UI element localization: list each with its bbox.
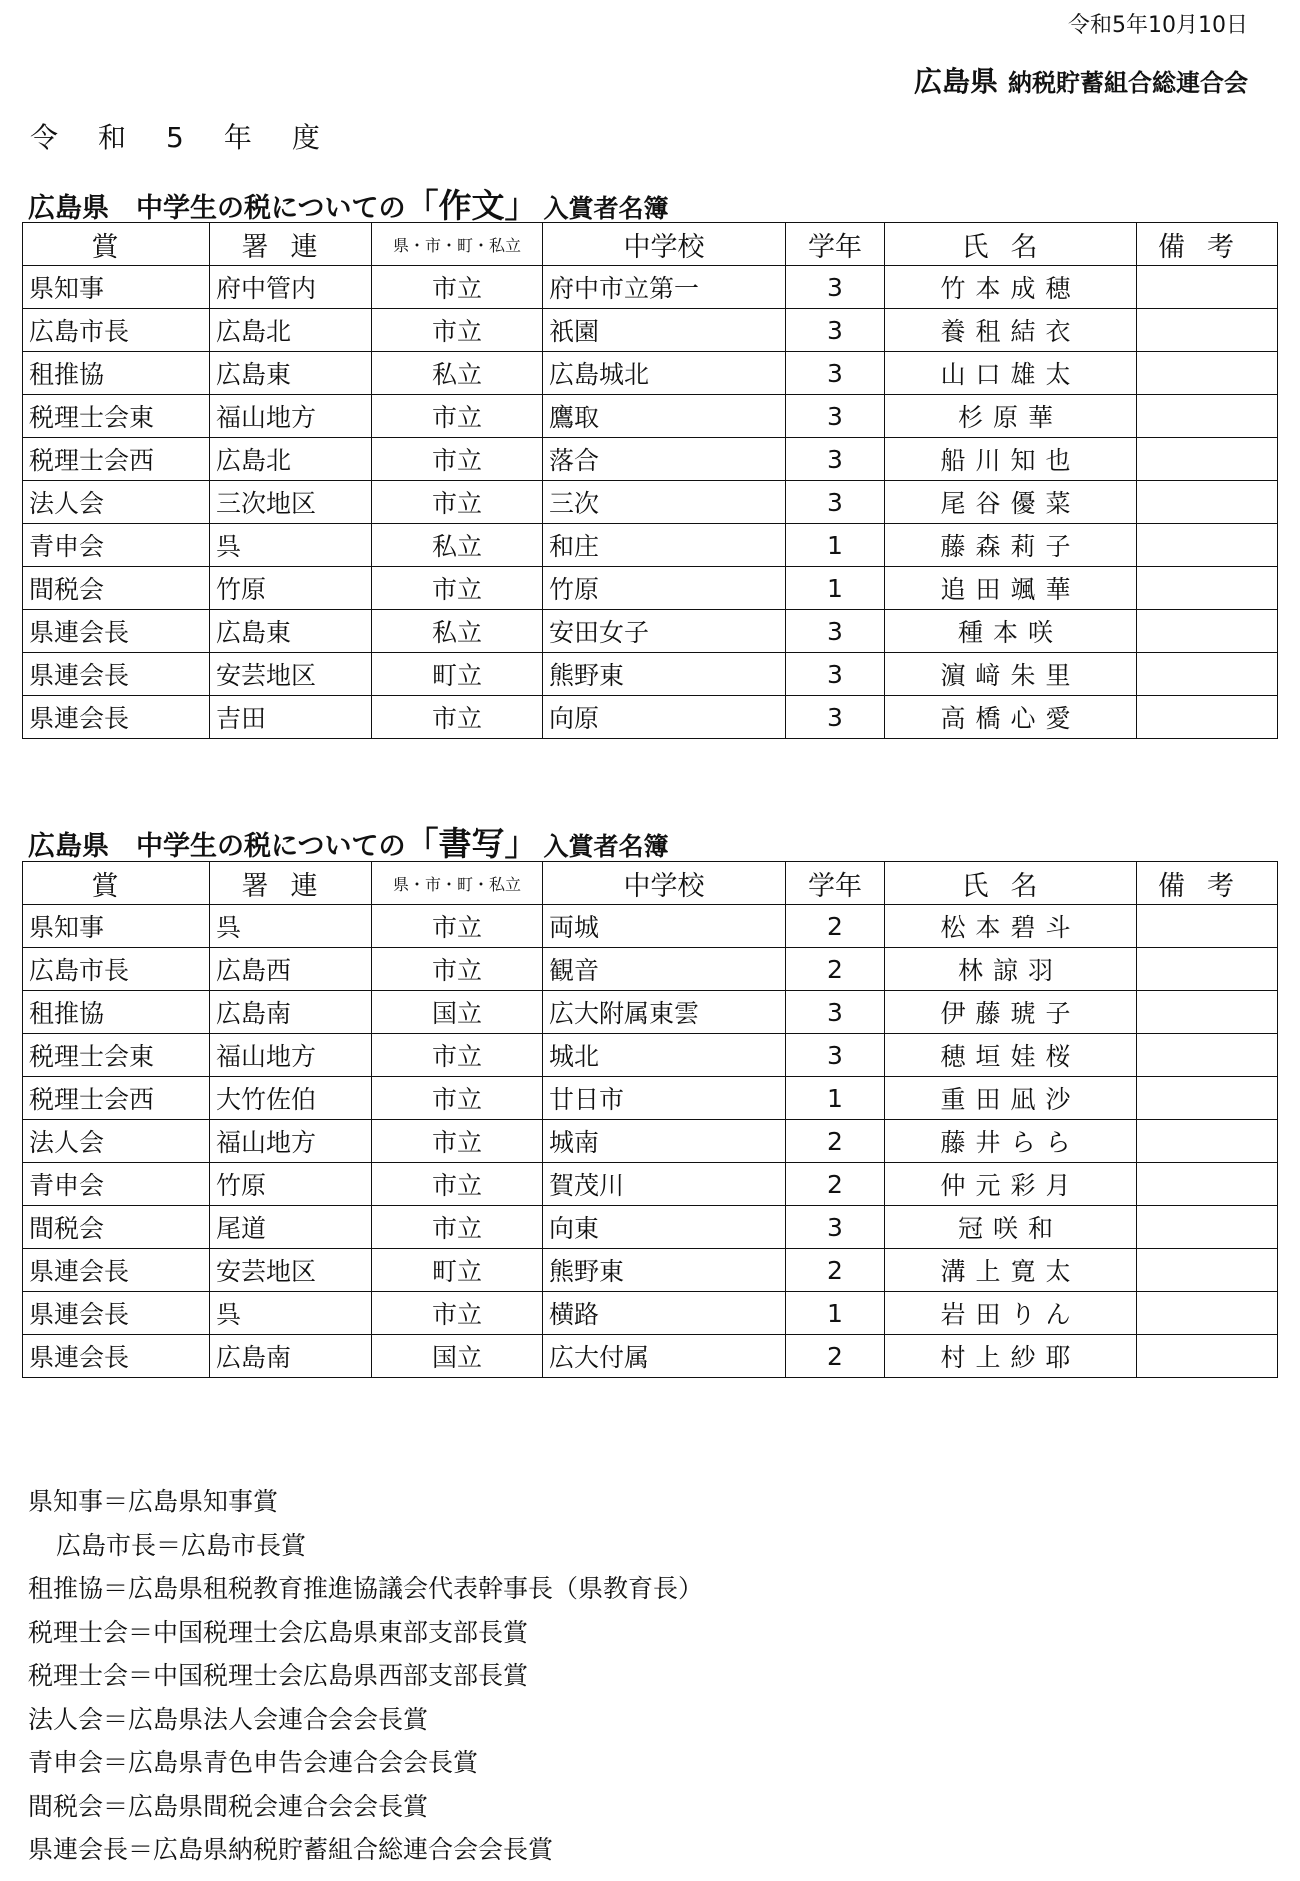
note-cell (1137, 905, 1278, 948)
award-cell: 県知事 (23, 905, 210, 948)
column-header-grade: 学年 (786, 223, 885, 266)
grade-cell: 3 (786, 481, 885, 524)
award-cell: 税理士会東 (23, 1034, 210, 1077)
table-row (23, 1163, 1278, 1206)
school-type-cell: 市立 (372, 905, 543, 948)
note-cell (1137, 1206, 1278, 1249)
student-name-cell: 竹本成穂 (885, 266, 1137, 309)
table-header-row (23, 223, 1278, 266)
bureau-cell: 広島南 (210, 1335, 372, 1378)
award-cell: 県連会長 (23, 653, 210, 696)
column-header-name: 氏名 (885, 223, 1137, 266)
school-cell: 熊野東 (543, 653, 786, 696)
column-header-school-type: 県・市・町・私立 (372, 862, 543, 905)
legend-item: 租推協＝広島県租税教育推進協議会代表幹事長（県教育長） (28, 1574, 704, 1603)
note-cell (1137, 438, 1278, 481)
note-cell (1137, 266, 1278, 309)
student-name-cell: 重田凪沙 (885, 1077, 1137, 1120)
grade-cell: 3 (786, 610, 885, 653)
note-cell (1137, 1335, 1278, 1378)
award-cell: 県連会長 (23, 1335, 210, 1378)
bureau-cell: 福山地方 (210, 395, 372, 438)
student-name-cell: 藤井らら (885, 1120, 1137, 1163)
organization-federation: 納税貯蓄組合総連合会 (1008, 69, 1248, 97)
school-cell: 廿日市 (543, 1077, 786, 1120)
bureau-cell: 呉 (210, 524, 372, 567)
student-name-cell: 岩田りん (885, 1292, 1137, 1335)
grade-cell: 3 (786, 1206, 885, 1249)
column-header-bureau: 署連 (210, 862, 372, 905)
calligraphy-section-title (28, 818, 668, 865)
table-row (23, 266, 1278, 309)
table-row (23, 524, 1278, 567)
student-name-cell: 冠咲和 (885, 1206, 1137, 1249)
school-cell: 祇園 (543, 309, 786, 352)
table-row (23, 352, 1278, 395)
grade-cell: 1 (786, 567, 885, 610)
note-cell (1137, 948, 1278, 991)
school-type-cell: 市立 (372, 1120, 543, 1163)
bureau-cell: 広島北 (210, 438, 372, 481)
bureau-cell: 吉田 (210, 696, 372, 739)
school-type-cell: 私立 (372, 610, 543, 653)
bureau-cell: 広島東 (210, 352, 372, 395)
note-cell (1137, 610, 1278, 653)
award-cell: 税理士会西 (23, 438, 210, 481)
school-cell: 向東 (543, 1206, 786, 1249)
table-row (23, 1292, 1278, 1335)
student-name-cell: 伊藤琥子 (885, 991, 1137, 1034)
bureau-cell: 府中管内 (210, 266, 372, 309)
grade-cell: 2 (786, 905, 885, 948)
note-cell (1137, 1163, 1278, 1206)
table-row (23, 696, 1278, 739)
school-type-cell: 市立 (372, 1292, 543, 1335)
note-cell (1137, 352, 1278, 395)
essay-title-prefix: 広島県 中学生の税についての (28, 193, 406, 224)
award-cell: 税理士会東 (23, 395, 210, 438)
legend-item: 法人会＝広島県法人会連合会会長賞 (28, 1704, 429, 1734)
bureau-cell: 安芸地区 (210, 1249, 372, 1292)
organization-prefecture: 広島県 (913, 65, 998, 98)
table-row (23, 991, 1278, 1034)
legend-item: 県連会長＝広島県納税貯蓄組合総連合会会長賞 (28, 1835, 554, 1864)
award-legend (28, 1480, 703, 1872)
student-name-cell: 溝上寛太 (885, 1249, 1137, 1292)
student-name-cell: 仲元彩月 (885, 1163, 1137, 1206)
award-cell: 法人会 (23, 1120, 210, 1163)
school-cell: 広大付属 (543, 1335, 786, 1378)
award-cell: 税理士会西 (23, 1077, 210, 1120)
note-cell (1137, 567, 1278, 610)
school-cell: 鷹取 (543, 395, 786, 438)
school-type-cell: 市立 (372, 438, 543, 481)
table-row (23, 653, 1278, 696)
column-header-school: 中学校 (543, 223, 786, 266)
school-cell: 賀茂川 (543, 1163, 786, 1206)
calligraphy-title-label: 「書写」 (405, 824, 538, 863)
school-type-cell: 市立 (372, 481, 543, 524)
school-cell: 広島城北 (543, 352, 786, 395)
student-name-cell: 松本碧斗 (885, 905, 1137, 948)
essay-section-title (28, 180, 668, 227)
note-cell (1137, 991, 1278, 1034)
bureau-cell: 三次地区 (210, 481, 372, 524)
table-row (23, 1034, 1278, 1077)
table-row (23, 481, 1278, 524)
school-cell: 和庄 (543, 524, 786, 567)
school-cell: 広大附属東雲 (543, 991, 786, 1034)
award-cell: 県連会長 (23, 1292, 210, 1335)
table-row (23, 1077, 1278, 1120)
bureau-cell: 竹原 (210, 567, 372, 610)
table-row (23, 1120, 1278, 1163)
student-name-cell: 追田颯華 (885, 567, 1137, 610)
grade-cell: 3 (786, 1034, 885, 1077)
school-cell: 両城 (543, 905, 786, 948)
table-header-row (23, 862, 1278, 905)
grade-cell: 2 (786, 1335, 885, 1378)
bureau-cell: 尾道 (210, 1206, 372, 1249)
grade-cell: 2 (786, 1120, 885, 1163)
bureau-cell: 広島南 (210, 991, 372, 1034)
calligraphy-title-prefix: 広島県 中学生の税についての (28, 831, 406, 862)
column-header-name: 氏名 (885, 862, 1137, 905)
award-cell: 県連会長 (23, 610, 210, 653)
school-type-cell: 市立 (372, 1034, 543, 1077)
award-cell: 法人会 (23, 481, 210, 524)
student-name-cell: 濵﨑朱里 (885, 653, 1137, 696)
legend-item: 青申会＝広島県青色申告会連合会会長賞 (28, 1748, 479, 1777)
award-cell: 間税会 (23, 567, 210, 610)
legend-item: 県知事＝広島県知事賞 (28, 1487, 279, 1516)
grade-cell: 3 (786, 696, 885, 739)
grade-cell: 1 (786, 1077, 885, 1120)
column-header-school-type: 県・市・町・私立 (372, 223, 543, 266)
school-type-cell: 市立 (372, 696, 543, 739)
table-row (23, 309, 1278, 352)
essay-title-label: 「作文」 (405, 186, 538, 225)
organization-name (914, 60, 1248, 100)
grade-cell: 2 (786, 948, 885, 991)
student-name-cell: 種本咲 (885, 610, 1137, 653)
note-cell (1137, 1034, 1278, 1077)
student-name-cell: 村上紗耶 (885, 1335, 1137, 1378)
grade-cell: 3 (786, 653, 885, 696)
bureau-cell: 呉 (210, 905, 372, 948)
note-cell (1137, 1120, 1278, 1163)
bureau-cell: 広島東 (210, 610, 372, 653)
essay-winners-table (22, 222, 1278, 739)
school-type-cell: 国立 (372, 1335, 543, 1378)
school-type-cell: 市立 (372, 1077, 543, 1120)
award-cell: 租推協 (23, 991, 210, 1034)
grade-cell: 2 (786, 1163, 885, 1206)
column-header-bureau: 署連 (210, 223, 372, 266)
school-type-cell: 市立 (372, 1163, 543, 1206)
grade-cell: 3 (786, 352, 885, 395)
note-cell (1137, 1077, 1278, 1120)
award-cell: 広島市長 (23, 309, 210, 352)
column-header-grade: 学年 (786, 862, 885, 905)
table-row (23, 610, 1278, 653)
column-header-school: 中学校 (543, 862, 786, 905)
school-type-cell: 市立 (372, 266, 543, 309)
school-cell: 安田女子 (543, 610, 786, 653)
school-cell: 観音 (543, 948, 786, 991)
grade-cell: 2 (786, 1249, 885, 1292)
calligraphy-winners-table (22, 861, 1278, 1378)
student-name-cell: 尾谷優菜 (885, 481, 1137, 524)
calligraphy-title-suffix: 入賞者名簿 (543, 832, 669, 861)
column-header-notes: 備考 (1137, 223, 1278, 266)
grade-cell: 3 (786, 395, 885, 438)
table-row (23, 438, 1278, 481)
note-cell (1137, 653, 1278, 696)
school-type-cell: 町立 (372, 653, 543, 696)
student-name-cell: 穂垣娃桜 (885, 1034, 1137, 1077)
table-row (23, 395, 1278, 438)
column-header-award: 賞 (23, 862, 210, 905)
table-row (23, 905, 1278, 948)
school-type-cell: 私立 (372, 352, 543, 395)
note-cell (1137, 309, 1278, 352)
award-cell: 青申会 (23, 524, 210, 567)
student-name-cell: 林諒羽 (885, 948, 1137, 991)
grade-cell: 3 (786, 266, 885, 309)
student-name-cell: 高橋心愛 (885, 696, 1137, 739)
table-row (23, 948, 1278, 991)
essay-title-suffix: 入賞者名簿 (543, 194, 669, 223)
school-type-cell: 市立 (372, 567, 543, 610)
legend-item: 間税会＝広島県間税会連合会会長賞 (28, 1791, 429, 1821)
note-cell (1137, 1292, 1278, 1335)
award-cell: 県知事 (23, 266, 210, 309)
bureau-cell: 福山地方 (210, 1120, 372, 1163)
award-cell: 県連会長 (23, 696, 210, 739)
legend-item: 税理士会＝中国税理士会広島県東部支部長賞 (28, 1617, 529, 1647)
school-cell: 竹原 (543, 567, 786, 610)
table-row (23, 1249, 1278, 1292)
fiscal-year: 令和5年度 (30, 121, 360, 154)
grade-cell: 3 (786, 309, 885, 352)
column-header-award: 賞 (23, 223, 210, 266)
bureau-cell: 呉 (210, 1292, 372, 1335)
school-type-cell: 市立 (372, 948, 543, 991)
note-cell (1137, 395, 1278, 438)
grade-cell: 1 (786, 524, 885, 567)
note-cell (1137, 1249, 1278, 1292)
award-cell: 青申会 (23, 1163, 210, 1206)
school-type-cell: 町立 (372, 1249, 543, 1292)
column-header-notes: 備考 (1137, 862, 1278, 905)
bureau-cell: 安芸地区 (210, 653, 372, 696)
school-type-cell: 私立 (372, 524, 543, 567)
student-name-cell: 杉原華 (885, 395, 1137, 438)
bureau-cell: 広島西 (210, 948, 372, 991)
school-cell: 三次 (543, 481, 786, 524)
note-cell (1137, 524, 1278, 567)
table-row (23, 1206, 1278, 1249)
school-type-cell: 市立 (372, 309, 543, 352)
legend-item: 税理士会＝中国税理士会広島県西部支部長賞 (28, 1661, 529, 1690)
school-type-cell: 国立 (372, 991, 543, 1034)
note-cell (1137, 481, 1278, 524)
grade-cell: 3 (786, 991, 885, 1034)
legend-item: 広島市長＝広島市長賞 (56, 1530, 307, 1560)
bureau-cell: 福山地方 (210, 1034, 372, 1077)
student-name-cell: 養租結衣 (885, 309, 1137, 352)
grade-cell: 3 (786, 438, 885, 481)
student-name-cell: 山口雄太 (885, 352, 1137, 395)
document-date: 令和5年10月10日 (1068, 13, 1248, 38)
award-cell: 租推協 (23, 352, 210, 395)
school-cell: 横路 (543, 1292, 786, 1335)
award-cell: 間税会 (23, 1206, 210, 1249)
award-cell: 県連会長 (23, 1249, 210, 1292)
bureau-cell: 広島北 (210, 309, 372, 352)
school-cell: 城南 (543, 1120, 786, 1163)
school-cell: 落合 (543, 438, 786, 481)
student-name-cell: 藤森莉子 (885, 524, 1137, 567)
bureau-cell: 竹原 (210, 1163, 372, 1206)
school-type-cell: 市立 (372, 1206, 543, 1249)
student-name-cell: 船川知也 (885, 438, 1137, 481)
school-cell: 熊野東 (543, 1249, 786, 1292)
school-type-cell: 市立 (372, 395, 543, 438)
award-cell: 広島市長 (23, 948, 210, 991)
grade-cell: 1 (786, 1292, 885, 1335)
school-cell: 向原 (543, 696, 786, 739)
bureau-cell: 大竹佐伯 (210, 1077, 372, 1120)
table-row (23, 1335, 1278, 1378)
table-row (23, 567, 1278, 610)
school-cell: 城北 (543, 1034, 786, 1077)
school-cell: 府中市立第一 (543, 266, 786, 309)
note-cell (1137, 696, 1278, 739)
